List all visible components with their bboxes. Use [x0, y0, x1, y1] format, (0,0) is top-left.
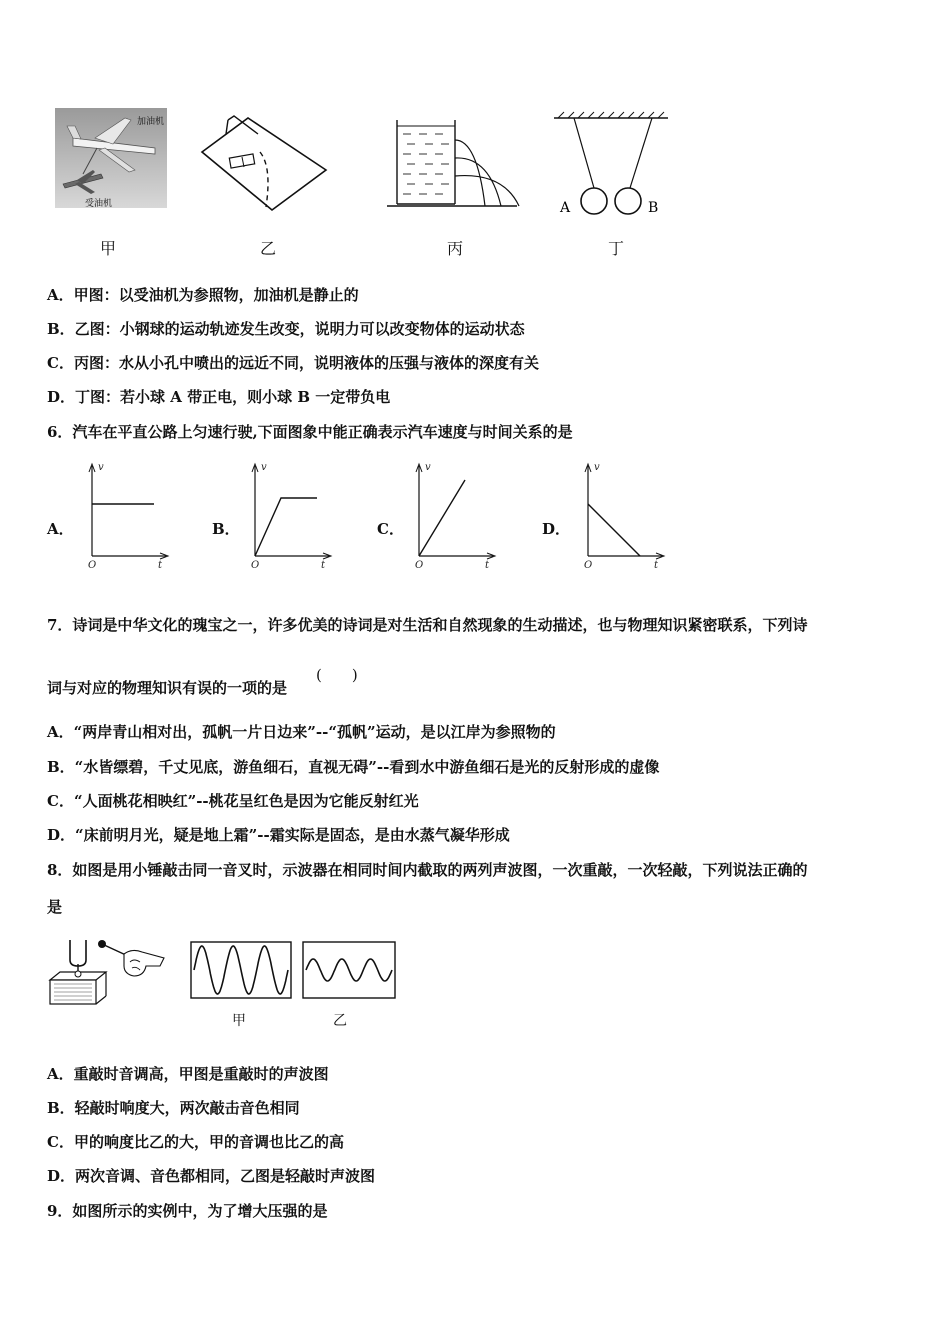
graph-d-decelerate — [576, 460, 666, 570]
figure-water-jets — [385, 118, 525, 213]
q9-stem: 9．如图所示的实例中，为了增大压强的是 — [47, 1202, 328, 1220]
caption-jia: 甲 — [99, 239, 116, 258]
wave-caption-jia: 甲 — [232, 1013, 246, 1029]
graph-d-t: t — [654, 560, 659, 571]
figure-charged-balls — [552, 112, 672, 218]
waveform-jia — [190, 941, 292, 999]
q8-stem-line1: 8．如图是用小锤敲击同一音叉时，示波器在相同时间内截取的两列声波图，一次重敲，一次轻敲，下列说法正确的 — [47, 861, 808, 879]
graph-a-t: t — [158, 560, 163, 571]
q6-label-d: D． — [542, 520, 571, 538]
caption-yi: 乙 — [259, 239, 276, 258]
q6-label-c: C． — [377, 520, 404, 538]
ball-b-label: B — [648, 200, 659, 216]
graph-c-o: O — [415, 560, 424, 571]
q7-stem-line1: 7．诗词是中华文化的瑰宝之一，许多优美的诗词是对生活和自然现象的生动描述，也与物理知识紧密联系，下列诗 — [47, 616, 808, 634]
q7-option-c: C．“人面桃花相映红”--桃花呈红色是因为它能反射红光 — [47, 792, 419, 810]
q7-option-d: D．“床前明月光，疑是地上霜”--霜实际是固态，是由水蒸气凝华形成 — [47, 826, 510, 844]
q6-label-a: A． — [47, 520, 74, 538]
graph-b-v: v — [261, 462, 267, 473]
figure-tuning-fork — [48, 936, 173, 1008]
q7-stem-line2: 词与对应的物理知识有误的一项的是 — [47, 679, 288, 697]
wave-caption-yi: 乙 — [333, 1013, 347, 1029]
figure-steel-ball-magnet — [200, 112, 330, 214]
graph-b-accelerate-then-constant — [243, 460, 333, 570]
q6-stem: 6．汽车在平直公路上匀速行驶,下面图象中能正确表示汽车速度与时间关系的是 — [47, 423, 573, 441]
q8-option-b: B．轻敲时响度大，两次敲击音色相同 — [47, 1099, 300, 1117]
graph-c-v: v — [425, 462, 431, 473]
q6-label-b: B． — [212, 520, 240, 538]
q7-option-b: B．“水皆缥碧，千丈见底，游鱼细石，直视无碍”--看到水中游鱼细石是光的反射形成的虚像 — [47, 758, 660, 776]
q7-option-a: A．“两岸青山相对出，孤帆一片日边来”--“孤帆”运动，是以江岸为参照物的 — [47, 723, 556, 741]
caption-bing: 丙 — [446, 239, 463, 258]
caption-ding: 丁 — [607, 239, 624, 258]
graph-c-t: t — [485, 560, 490, 571]
waveform-yi — [302, 941, 396, 999]
graph-a-o: O — [88, 560, 97, 571]
tanker-label: 加油机 — [137, 117, 165, 127]
q8-option-a: A．重敲时音调高，甲图是重敲时的声波图 — [47, 1065, 329, 1083]
graph-a-v: v — [98, 462, 104, 473]
graph-b-t: t — [321, 560, 326, 571]
ball-a-label: A — [560, 200, 571, 216]
q5-option-c: C．丙图：水从小孔中喷出的远近不同，说明液体的压强与液体的深度有关 — [47, 354, 539, 372]
graph-d-v: v — [594, 462, 600, 473]
q5-option-d: D．丁图：若小球 A 带正电，则小球 B 一定带负电 — [47, 388, 391, 406]
graph-a-constant — [80, 460, 170, 570]
graph-d-o: O — [584, 560, 593, 571]
q8-option-c: C．甲的响度比乙的大，甲的音调也比乙的高 — [47, 1133, 344, 1151]
q8-option-d: D．两次音调、音色都相同，乙图是轻敲时声波图 — [47, 1167, 376, 1185]
graph-b-o: O — [251, 560, 260, 571]
q8-stem-line2: 是 — [47, 898, 63, 916]
receiver-label: 受油机 — [85, 199, 113, 209]
q7-answer-bracket: ( ) — [316, 666, 358, 684]
q5-option-b: B．乙图：小钢球的运动轨迹发生改变，说明力可以改变物体的运动状态 — [47, 320, 525, 338]
q5-option-a: A．甲图：以受油机为参照物，加油机是静止的 — [47, 286, 359, 304]
graph-c-accelerate — [407, 460, 497, 570]
figure-refueling-planes — [55, 108, 167, 208]
